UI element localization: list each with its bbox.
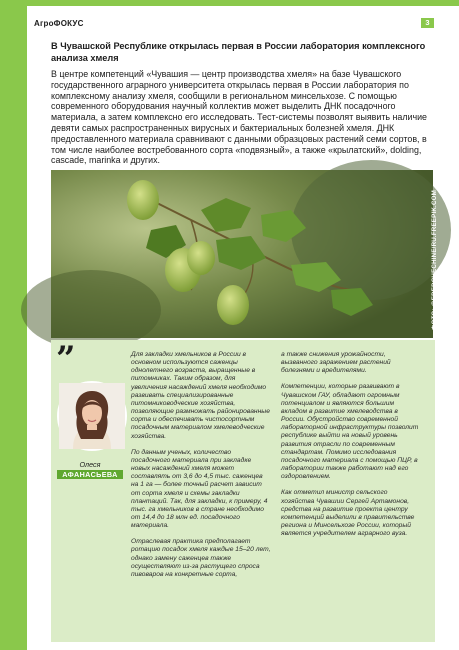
left-accent-bar — [0, 0, 27, 650]
quote-paragraph: Компетенции, которые развивают в Чувашском ГАУ, обладают огромным потенциалом и являются большим вкладом в развитие хмелеводства в России. Обустройство современной лабораторной инфраструктуры позволит республике выйти на новый уровень развития отрасли по современным стандартам. Помимо исследования посадочного материала с помощью ПЦР, в лаборатории также работают над его оздоровлением. — [281, 383, 419, 481]
author-last-name: АФАНАСЬЕВА — [57, 470, 123, 479]
author-caption — [57, 460, 123, 479]
quote-paragraph: а также снижения урожайности, вызванного заражением растений болезнями и вредителями. — [281, 351, 391, 375]
article-headline: В Чувашской Республике открылась первая в России лаборатория комплексного анализа хмеля — [51, 41, 426, 63]
hop-plant-illustration — [51, 170, 433, 338]
quote-mark-icon: ” — [56, 339, 76, 379]
hop-photo — [51, 170, 438, 338]
quote-paragraph: По данным ученых, количество посадочного материала при закладке новых насаждений хмеля может составлять от 3,6 до 4,5 тыс. саженцев на 1 га — более точный расчет зависит от сорта хмеля и схемы закладки плантаций. Так, для закладки, к примеру, 4 тыс. га хмельников в стране необходимо от 14,4 до 18 млн ед. посадочного материала. — [131, 448, 268, 530]
article-lead: В центре компетенций «Чувашия — центр производства хмеля» на базе Чувашского государственного аграрного университета открылась первая в России лаборатория по комплексному анализу хмеля, сообщили в региональном минсельхозе. С помощью современного оборудования научный коллектив может выделить ДНК посадочного материала, а затем комплексно его исследовать. Тест-системы позволят выявить наличие девяти самых распространенных вирусных и бактериальных болезней хмеля. ДНК предоставленного материала сравнивают с данными образцовых растений семи сортов, в том числе наиболее востребованного сорта «подвязный», а также «крылатский», dolding, cascade, marinka и других. — [51, 69, 427, 166]
page-header — [0, 0, 459, 32]
author-first-name: Олеся — [79, 460, 101, 469]
author-portrait-icon — [59, 383, 125, 449]
quote-column-2 — [281, 351, 422, 546]
photo-credit: ФОТО: @EDEDCHECHINE/RU.FREEPIK.COM — [431, 190, 438, 330]
header-stripe — [0, 0, 459, 6]
magazine-title: АгроФОКУС — [34, 19, 84, 28]
author-avatar — [57, 381, 127, 451]
quote-column-1 — [131, 351, 271, 587]
page-number: 3 — [421, 18, 434, 28]
quote-paragraph: Отраслевая практика предполагает ротацию посадок хмеля каждые 15–20 лет, однако замену саженцев также осуществляют из-за растущего спроса пивоваров на конкретные сорта, — [131, 538, 271, 578]
quote-paragraph: Для закладки хмельников в России в основном используются саженцы однолетнего возраста, выращенные в питомниках. Таким образом, для увеличения насаждений хмеля необходимо развивать специализированные питомниководческие хозяйства, позволяющие размножать районированные сорта и обеспечивать чистосортным посадочным материалом хмелеводческие хозяйства. — [131, 351, 270, 440]
quote-paragraph: Как отметил министр сельского хозяйства Чувашии Сергей Артамонов, средства на развитие проекта центру компетенций выделили в правительстве региона и Минсельхозе России, который является учредителем аграрного вуза. — [281, 489, 415, 538]
